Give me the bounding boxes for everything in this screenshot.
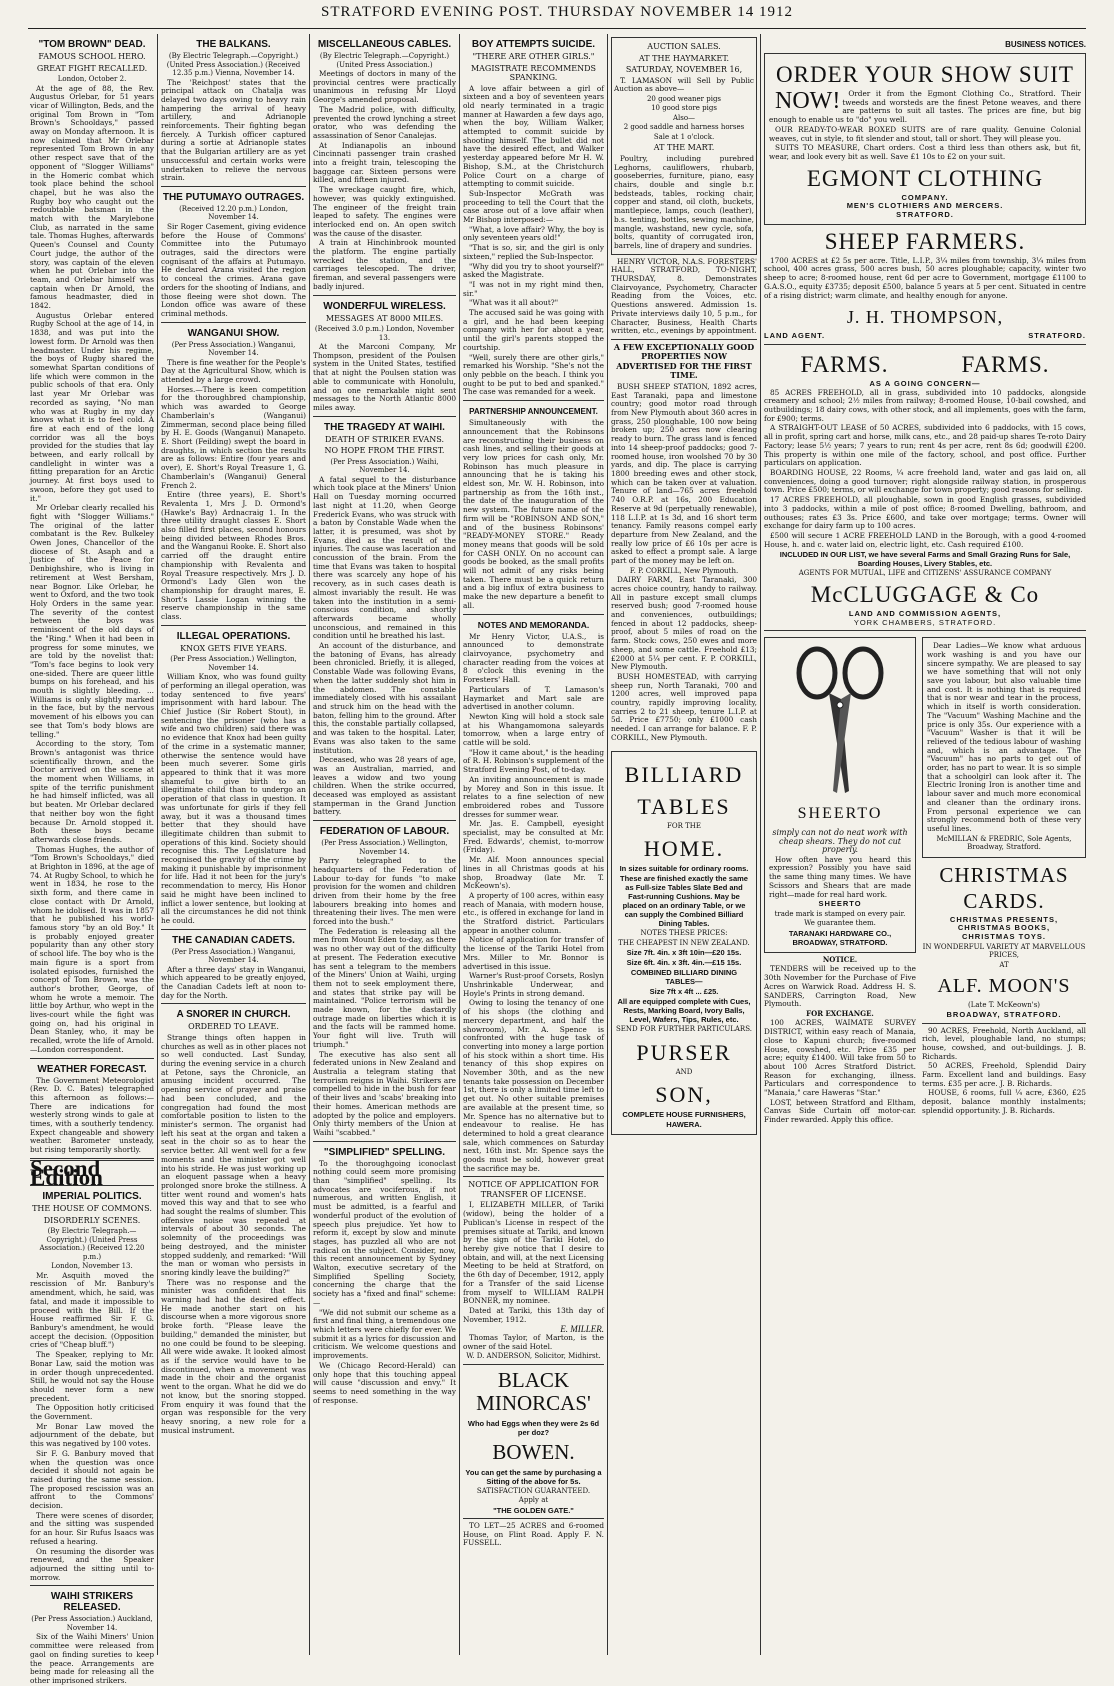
- dateline: (By Electric Telegraph.—Copyright.) (United Press Association.) (Received 12.20 p.m.): [39, 1227, 145, 1261]
- paragraph: "That is so, sir, and the girl is only sixteen," replied the Sub-Inspector.: [463, 243, 604, 261]
- paragraph: A train at Hinchinbrook mounted the platform. The engine partially wrecked the station, and the carriages telescoped. The driver, fireman, and several passengers were badly injured.: [313, 238, 456, 291]
- ad-headline: PURSER: [636, 1039, 732, 1065]
- subheadline: KNOX GETS FIVE YEARS.: [180, 643, 287, 653]
- paragraph: Warner's Rust-proof Corsets, Roslyn Unshrinkable Underwear, and Hoyle's Prints in strong demand.: [463, 971, 604, 998]
- column-5: [611, 34, 757, 1657]
- ad-text: COMPLETE HOUSE FURNISHERS,: [622, 1110, 746, 1120]
- paragraph: At the Marconi Company, Mr Thompson, president of the Poulsen system in the United States, testified that at night the Poulsen station was able to communicate with Honolulu, and on one remarkable night sent messages to the North Atlantic 8000 miles away.: [313, 342, 456, 412]
- paragraph: According to the story, Tom Brown's antagonist was thrice scientifically thrown, and the Doctor arrived on the scene at the moment when Williams, in spite of the terrific punishment he had himself inflicted, was all but beaten. Mr Orlebar declared that neither boy won the fight because Dr. Arnold stopped it. Both these boys became afterwards close friends.: [30, 739, 154, 844]
- ad-text: You can get the same by purchasing a Sitting of the above for 5s.: [465, 1467, 602, 1486]
- subheadline: AT THE MART.: [653, 143, 715, 153]
- subheadline: NO HOPE FROM THE FIRST.: [324, 446, 445, 456]
- ad-headline: TABLES: [637, 793, 731, 819]
- paragraph: Dear Ladies—We know what arduous work washing is and you have our sincere sympathy. We are pleased to say we have something that will not only save you labour, but also valuable time and cost. It is nothing that is required that is nor wear and tear in the process, which in itself is worth consideration. The "Vacuum" Washing Machine and the price is only 35s. Our experience with a "Vacuum" Washer is that it will be relieved of the tedious labour of washing and, which is an advantage. The "Vacuum" has no parts to get out of order, has no part to wear. It is so simple that a schoolgirl can look after it. The Electric Ironing Iron is another time and labour saver and much more economical and cleaner than the ordinary irons. From personal experience we can strongly recommend both of these very useful lines.: [927, 641, 1081, 833]
- scissors-ad: [764, 637, 916, 953]
- paragraph: I, ELIZABETH MILLER, of Tariki (widow), being the holder of a Publican's License in respect of the premises situate at Tariki, and known by the sign of the Tariki Hotel, do hereby give notice that I desire to obtain, and will, at the next Licensing Meeting to be held at Stratford, on the 6th day of December, 1912, apply for a Transfer of the said License from myself to WILLIAM RALPH BONNER, my nominee.: [463, 1200, 604, 1306]
- ad-text: "THE GOLDEN GATE.": [493, 1505, 574, 1515]
- paragraph: HOUSE, 6 rooms, full ¼ acre, £360, £25 deposit, balance monthly instalments; splendid opportunity. J. B. Richards.: [922, 1088, 1086, 1115]
- subheadline: MAGISTRATE RECOMMENDS SPANKING.: [470, 63, 597, 82]
- paragraph: The Madrid police, with difficulty, prevented the crowd lynching a street orator, who was defending the assassination of Senor Canalejas.: [313, 104, 456, 140]
- headline: PARTNERSHIP ANNOUNCEMENT.: [469, 407, 598, 417]
- paragraph: OUR READY-TO-WEAR BOXED SUITS are of rare quality. Genuine Colonial weaves, cut in style, to fit slender and stout, tall or short. They will please you.: [769, 124, 1081, 143]
- lower-right-ads: [922, 634, 1086, 1126]
- ad-headline: CHRISTMAS CARDS.: [939, 862, 1069, 913]
- paragraph: Sir F. G. Banbury moved that when the question was once decided it should not again be raised during the same session. The proposed rescission was an affront to the Commons' decision.: [30, 1448, 154, 1511]
- paragraph: Mr Bonar Law moved the adjournment of the debate, but this was negatived by 100 votes.: [30, 1421, 154, 1449]
- headline: WAIHI STRIKERS RELEASED.: [50, 1591, 134, 1614]
- notice-heading: NOTICE.: [822, 954, 858, 964]
- headline: WANGANUI SHOW.: [187, 327, 280, 339]
- subheadline: A FEW EXCEPTIONALLY GOOD PROPERTIES NOW ADVERTISED FOR THE FIRST TIME.: [613, 341, 755, 381]
- ad-text: McMILLAN & FREDRIC, Sole Agents, Broadway, Stratford.: [936, 834, 1072, 852]
- paragraph: A property of 100 acres, within easy reach of Manaia, with modern house, etc., is offered in exchange for land in the Stratford district. Particulars appear in another column.: [463, 890, 604, 935]
- headline: "TOM BROWN" DEAD.: [38, 39, 146, 50]
- ad-headline: NOW!: [775, 88, 841, 114]
- ad-headline: SHEERTO: [797, 805, 883, 823]
- paragraph: £500 will secure 1 ACRE FREEHOLD LAND in the Borough, with a good 4-roomed House, h. and c. water laid on, electric light, etc. Cash required £100.: [764, 530, 1086, 549]
- paragraph: A STRAIGHT-OUT LEASE of 50 ACRES, subdivided into 6 paddocks, with 15 cows, all in profit, spring cart and horse, milk cans, etc., and 28 paid-up shares Te-roto Dairy Factory; lease 5½ years; 7 years to run; rent 4s per acre, rent 8s 6d; goodwill £200. This property is within one mile of the factory, school, and post office. Further particulars on application.: [764, 423, 1086, 468]
- headline: NOTES AND MEMORANDA.: [477, 619, 590, 630]
- paragraph: Simultaneously with the announcement that the Robinsons are reconstructing their business on cash lines, and selling their goods at very low prices for cash only, Mr. Robinson has much pleasure in announcing that he is taking his eldest son, Mr. W. H. Robinson, into partnership as from the 16th inst., the date of the inauguration of the new system. The future name of the firm will be "ROBINSON AND SON," and of the business Robinsons' "READY-MONEY STORE." Ready money means that goods will be sold for CASH ONLY. On no account can goods be booked, as the small profits will not admit of any risks being taken. There must be a quick return and a big influx of extra business to make the new departure a benefit to all.: [463, 418, 604, 610]
- paragraph: 100 ACRES, WAIMATE SURVEY DISTRICT, within easy reach of Manaia, close to Kapuni church; five-roomed House, cowshed, etc. Price £35 per acre; equity £1400. Will take from 50 to about 100 Acres Stratford District. Reason for exchanging, illness. Particulars and correspondence to "Manaia," care Haweras "Star.": [764, 1018, 916, 1098]
- lot: Also—: [672, 113, 696, 122]
- subheadline: MESSAGES AT 8000 MILES.: [325, 313, 444, 323]
- subheadline: "THERE ARE OTHER GIRLS.": [472, 52, 595, 61]
- ad-text: SATISFACTION GUARANTEED.: [476, 1486, 591, 1495]
- paragraph: A love affair between a girl of sixteen and a boy of seventeen years old nearly terminated in a tragic manner at Hawarden a few days ago, when the boy, William Walker, attempted to commit suicide by shooting himself. The bullet did not have the desired effect, and Walker yesterday appeared before Mr H. W. Bishop, S.M., at the Christchurch Police Court on a charge of attempting to commit suicide.: [463, 83, 604, 189]
- show-suit-ad: [764, 53, 1086, 225]
- paragraph: After a three days' stay in Wanganui, which appeared to be greatly enjoyed, the Canadian Cadets left at noon to-day for the North.: [161, 964, 306, 1000]
- paragraph: The executive has also sent all federated unions in New Zealand and Australia a telegram stating that terrorism reigns in Waihi. Strikers are compelled to hide in the bush for fear of their lives and 'scabs' breaking into their homes. American methods are adopted by the police and employers. Only thirty members of the Union at Waihi "scabbed.": [313, 1049, 456, 1137]
- ad-headline: EGMONT CLOTHING: [806, 165, 1044, 191]
- ad-text: (Late T. McKeown's): [967, 1001, 1041, 1010]
- headline: ILLEGAL OPERATIONS.: [176, 630, 291, 642]
- signature: E. MILLER.: [560, 1324, 604, 1335]
- ad-text: NOTES THESE PRICES:: [640, 929, 728, 938]
- dateline: (Per Press Association.) Wanganui, November 14.: [171, 947, 296, 965]
- headline: THE CANADIAN CADETS.: [172, 934, 295, 946]
- paragraph: Sub-Inspector McGrath was proceeding to tell the Court that the case arose out of a love affair when Mr Bishop interposed:—: [463, 188, 604, 225]
- signature: W. D. ANDERSON, Solicitor, Midhirst.: [466, 1352, 601, 1361]
- paragraph: Strange things often happen in churches as well as in other places not so well conducted. Last Sunday, during the evening service in a church at Petone, says the Chronicle, an amusing incident occurred. The opening service of prayer and praise had been concluded, and the congregation had found the most comfortable position to listen to the minister's sermon. The organist had left his seat at the organ and taken a seat in the choir so as to hear the service better. All went well for a few moments and the minister got well into his stride. He was just working up an eloquent passage when a heavy prolonged snore broke the stillness. A titter went round and women's hats moved this way and that to see who had sought the realms of slumber. This offensive noise was repeated at intervals of about 30 seconds. The solemnity of the proceedings was being destroyed, and the minister stopped suddenly, and remarked: "Will the man or woman who persists in snoring kindly leave the building?": [161, 1032, 306, 1277]
- column-3: [313, 34, 456, 1657]
- ad-text: We guarantee them.: [804, 919, 876, 928]
- ad-text: LAND AGENT.: [764, 331, 826, 341]
- paragraph: Newton King will hold a stock sale at his Whangamomona saleyards tomorrow, when a large entry of cattle will be sold.: [463, 711, 604, 748]
- dateline: (Per Press Association.) Wellington, November 14.: [170, 655, 297, 672]
- billiard-ad: [611, 751, 757, 1136]
- paragraph: An account of the disturbance, and the batoning of Evans, has already been chronicled. Briefly, it is alleged, Constable Wade was following Evans, when the latter suddenly shot him in the abdomen. The constable immediately closed with his assailant and struck him on the head with the baton, felling him to the ground. After this, the constable partially collapsed, and was taken to the hospital. Later, Evans was also taken to the same institution.: [313, 641, 456, 755]
- farms-header: [764, 348, 1086, 380]
- subheadline: DISORDERLY SCENES.: [43, 1215, 141, 1225]
- paragraph: 50 ACRES, Freehold, Splendid Dairy Farm. Excellent land and buildings. Easy terms. £35 per acre. J. B. Richards.: [922, 1061, 1086, 1088]
- edition-banner: Second Edition: [30, 1155, 103, 1190]
- headline: BUSINESS NOTICES.: [1005, 40, 1086, 49]
- vacuum-washer-ad: [922, 637, 1086, 857]
- ad-text: All are equipped complete with Cues, Rests, Marking Board, Ivory Balls, Level, Wafers, Tips, Rules, etc.: [617, 997, 751, 1025]
- paragraph: There were scenes of disorder, and the sitting was suspended for an hour. Sir Rufus Isaacs was refused a hearing.: [30, 1510, 154, 1546]
- headline: "SIMPLIFIED" SPELLING.: [323, 1146, 446, 1158]
- ad-headline: BILLIARD: [624, 761, 744, 787]
- headline: WONDERFUL WIRELESS.: [323, 300, 446, 312]
- ad-text: FOR THE: [667, 821, 701, 830]
- ad-text: Apply at: [518, 1496, 549, 1505]
- notice-heading: FOR EXCHANGE.: [806, 1008, 874, 1018]
- column-rule: [607, 34, 608, 1655]
- dateline: (Per Press Association.) Auckland, November 14.: [31, 1615, 153, 1632]
- paragraph: DAIRY FARM, East Taranaki, 300 acres choice country, handy to railway. All in pasture except small clumps reserved bush; good 7-roomed house and conveniences, outbuildings; fenced in about 12 paddocks, sheep-proof, about 5 miles of road on the farm. Stock: cows, 250 ewes and more sheep, and some cattle. Freehold £13; £2000 at 5¼ per cent. F. P. CORKILL, New Plymouth.: [611, 575, 757, 672]
- ad-text: INCLUDED IN OUR LIST, we have several Farms and Small Grazing Runs for Sale, Boarding Houses, Livery Stables, etc.: [779, 550, 1071, 569]
- ad-text: STRATFORD.: [896, 210, 954, 220]
- ad-text: CHRISTMAS TOYS.: [961, 932, 1047, 942]
- lower-left-ads: [764, 634, 916, 1126]
- ad-text: These are finished exactly the same as Full-size Tables Slate Bed and Fast-running Cushions. May be placed on an ordinary Table, or we can supply the Combined Billiard Dining Tables.: [620, 874, 748, 929]
- paragraph: 85 ACRES FREEHOLD, all in grass, subdivided into 10 paddocks, alongside creamery and school; 2½ miles from railway; 8-roomed House, 10-bail cowshed, and outbuildings; 18 dairy cows, with other stock, and all implements, goes with the farm, for £900; terms.: [764, 387, 1086, 423]
- paragraph: Parry telegraphed to the headquarters of the Federation of Labour to-day for funds "to make provision for the women and children driven from their home by the free labourers breaking into homes and threatening their lives. The men were forced into the bush.": [313, 856, 456, 927]
- lot: 2 good saddle and harness horses: [623, 123, 745, 132]
- paragraph: Dated at Tariki, this 13th day of November, 1912.: [463, 1305, 604, 1324]
- ad-text: MEN'S CLOTHIERS AND MERCERS.: [846, 201, 1004, 211]
- paragraph: "Well, surely there are other girls," remarked his Worship. "She's not the only pebble on the beach. I think you ought to be put to bed and spanked." The case was remanded for a week.: [463, 352, 604, 397]
- headline: WEATHER FORECAST.: [37, 1063, 147, 1075]
- headline: A SNORER IN CHURCH.: [176, 1009, 291, 1021]
- ad-headline: ALF. MOON'S: [937, 975, 1071, 998]
- headline: THE TRAGEDY AT WAIHI.: [324, 421, 445, 433]
- ad-headline: BOWEN.: [492, 1439, 575, 1464]
- paragraph: Mr Henry Victor, U.A.S., is announced to demonstrate clairvoyance, psychometry and character reading from the voices at 8 o'clock this evening in the Foresters' Hall.: [463, 631, 604, 685]
- ad-headline: SHEEP FARMERS.: [824, 228, 1026, 254]
- paragraph: To the thoroughgoing iconoclast nothing could seem more promising than "simplified" spelling. Its advocates are vociferous, if not numerous, and written English, it must be admitted, is a fearful and wonderful product of the evolution of speech plus prejudice. Yet how to reform it, except by slow and minute stages, has puzzled all who are not radical on the subject. Consider, now, this recent announcement by Sydney Walton, executive secretary of the Simplified Spelling Society, concerning the charge that the society has a "fixed and final" scheme:—: [313, 1158, 456, 1307]
- paragraph: "What was it all about?": [469, 298, 559, 308]
- paragraph: TO LET—25 ACRES and 6-roomed House, on Flint Road. Apply F. N. FUSSELL.: [463, 1520, 604, 1548]
- paragraph: At Indianapolis an inbound Cincinnati passenger train crashed into a freight train, telescoping the baggage car. Sixteen persons were killed, and fifteen injured.: [313, 140, 456, 185]
- paragraph: BUSH HOMESTEAD, with carrying sheep run, North Taranaki, 700 and 1200 acres, well improved papa country, rapidly improving locality, carries 2 to 21 sheep, tenure L.I.P. at 5d. Price £7750; only £1000 cash needed. I can arrange for balance. F. P. CORKILL, New Plymouth.: [611, 671, 757, 742]
- dateline: (By Electric Telegraph.—Copyright.) (United Press Association.) (Received 12.35 p.m.) Vienna, November 14.: [166, 52, 301, 77]
- auction-box: [611, 37, 757, 255]
- subheadline: GREAT FIGHT RECALLED.: [36, 63, 148, 73]
- ad-headline: SON,: [655, 1082, 713, 1108]
- paragraph: T. LAMASON will Sell by Public Auction as above—: [614, 75, 754, 94]
- price-line: Size 6ft. 4in. x 3ft. 4in.—£15 15s.: [626, 958, 742, 968]
- ad-text: THE CHEAPEST IN NEW ZEALAND.: [618, 938, 750, 947]
- paragraph: SUITS TO MEASURE, Chart orders. Cost a third less than others ask, but fit, wear, and look every bit as well. Save £1 10s to £2 on your suit.: [769, 143, 1081, 161]
- ad-headline: McCLUGGAGE & Co: [810, 581, 1040, 607]
- lot: 20 good weaner pigs: [646, 94, 722, 103]
- paragraph: The Government Meteorologist (Rev. D. C. Bates) telegraphed this afternoon as follows:— There are indications for westerly strong winds to gale at times, with a southerly tendency. Expect changeable and showery weather. Barometer unsteady, but rising temporarily shortly.: [30, 1075, 154, 1155]
- paragraph: The 'Reichpost' states that the principal attack on Chatalja was delayed two days owing to heavy rain hampering the arrival of heavy artillery, and Adrianople reinforcements. Their fighting began fiercely. A Turkish officer captured during a sortie at Adrianople states that the Bulgarian artillery are as yet unsuccessful and certain works were undertaken to relieve the nervous strain.: [161, 77, 306, 183]
- paragraph: Deceased, who was 28 years of age, was an Australian, married, and leaves a widow and two young children. When the strike occurred, deceased was employed as assistant stamperman in the Grand Junction battery.: [313, 755, 456, 817]
- ad-text: SHEERTO: [818, 899, 862, 909]
- notice-heading: NOTICE OF APPLICATION FOR TRANSFER OF LICENSE.: [468, 1180, 599, 1199]
- ad-text: COMBINED BILLIARD DINING TABLES—: [630, 968, 738, 987]
- agent: F. P. CORKILL, New Plymouth.: [629, 566, 739, 575]
- paragraph: A fatal sequel to the disturbance which took place at the Miners' Union Hall on Tuesday morning occurred last night at 11.20, when George Frederick Evans, who was struck with a baton by Constable Wade when the latter, it is presumed, was shot by Evans, died as the result of the injuries. The cause was laceration and concussion of the brain. From the time that Evans was taken to hospital there was scarcely any hope of his recovery, as in such cases death is almost invariably the result. He was taken into the institution in a semi-conscious condition, and shortly afterwards became wholly unconscious, and remained in this condition until he breathed his last.: [313, 474, 456, 641]
- paragraph: Mr Orlebar clearly recalled his fight with "Slogger Williams." The original of the latter combatant is the Rev. Bulkeley Owen Jones, Chancellor of the diocese of St. Asaph and a Justice of the Peace for Denbighshire, who is living in retirement at West Bersham, near Bognor. Like Orlebar, he went to Oxford, and the two took Holy Orders in the same year. The severity of the contest between the boys was reminiscent of the old days of the "Ring." When it had been in progress for some minutes, we are told by the novelist that: "Tom's face begins to look very one-sided. There are queer little bumps on his forehead, and his mouth is slightly bleeding. ... Williams is only slightly marked in the face, but by the nervous movement of his elbows you can see that Tom's body blows are telling.": [30, 503, 154, 739]
- paragraph: "We did not submit our scheme as a first and final thing, a tremendous one which letters were chiefly for ever. We submit it as a lyrics for discussion and criticism. We welcome questions and improvements.: [313, 1307, 456, 1361]
- dateline: (By Electric Telegraph.—Copyright.) (United Press Association.): [319, 52, 450, 69]
- ad-text: STRATFORD.: [1028, 331, 1086, 341]
- paragraph: An inviting announcement is made by Morey and Son in this issue. It relates to a fine selection of new embroidered robes and Tussore dresses for summer wear.: [463, 774, 604, 819]
- price-line: Size 7ft x 4ft ... £25.: [649, 987, 719, 997]
- ad-text: AS A GOING CONCERN—: [869, 378, 981, 388]
- dateline: (Received 3.0 p.m.) London, November 13.: [314, 325, 455, 342]
- paragraph: The wreckage caught fire, which, however, was quickly extinguished. The engineer of the freight train leaped to safety. The engines were interlocked end on. An open switch was the cause of the disaster.: [313, 185, 456, 238]
- paragraph: Mr. Alf. Moon announces special lines in all Christmas goods at his shop, Broadway (late Mr. T. McKeown's).: [463, 855, 604, 891]
- lower-ads: [764, 634, 1086, 1126]
- paragraph: We (Chicago Record-Herald) can only hope that this touching appeal will cause "discussion and envy." It seems to need something in the way of response.: [313, 1360, 456, 1405]
- paragraph: LOST, between Stratford and Eltham, Canvas Side Curtain off motor-car. Finder rewarded. Apply this office.: [764, 1097, 916, 1125]
- column-rule: [459, 34, 460, 1655]
- paragraph: "I was not in my right mind then, sir.": [463, 279, 604, 298]
- ad-text: COMPANY.: [901, 192, 949, 202]
- ad-headline: ORDER YOUR SHOW SUIT: [776, 62, 1074, 87]
- ad-headline: FARMS.: [800, 351, 889, 377]
- paragraph: Six of the Waihi Miners' Union committee were released from gaol on finding sureties to keep the peace. Arrangements are being made for releasing all the other imprisoned strikers.: [30, 1632, 154, 1685]
- headline: IMPERIAL POLITICS.: [42, 1191, 142, 1203]
- dateline: (Per Press Association.) Wanganui, November 14.: [171, 340, 296, 358]
- ad-text: IN WONDERFUL VARIETY AT MARVELLOUS PRICES,: [922, 942, 1086, 960]
- ad-text: trade mark is stamped on every pair.: [774, 909, 906, 918]
- paragraph: "What, a love affair? Why, the boy is only seventeen years old!": [463, 224, 604, 243]
- paragraph: The Speaker, replying to Mr. Bonar Law, said the motion was in order though unprecedented. Still, he would not say the House should never form a new precedent.: [30, 1350, 154, 1403]
- paragraph: 90 ACRES, Freehold, North Auckland, all rich, level, ploughable land, no stumps; house, cowshed, and out-buildings. J. B. Richards.: [922, 1025, 1086, 1061]
- scissors-icon: [785, 645, 895, 795]
- ad-text: TARANAKI HARDWARE CO., BROADWAY, STRATFORD.: [788, 928, 892, 947]
- paragraph: Mr. Jas. E. Campbell, eyesight specialist, may be consulted at Mr. Fred. Edwards', chemist, to-morrow (Friday).: [463, 819, 604, 855]
- column-rule: [760, 34, 761, 1655]
- ad-text: CHRISTMAS BOOKS,: [957, 923, 1051, 933]
- ad-text: CHRISTMAS PRESENTS,: [949, 914, 1059, 924]
- paragraph: BUSH SHEEP STATION, 1892 acres, East Taranaki, papa and limestone country; good motor road through from New Plymouth about 360 acres in grass, 250 ploughable, 100 now being broken up; 250 acres now clearing ready to burn. The grass land is fenced into 14 sheep-proof paddocks; good 7-roomed house, iron woolshed 70 by 30 yards, and dip. The place is carrying 1800 breeding ewes and other stock, which can be taken over at valuation. Tenure of land—765 acres freehold 740 O.R.P. at 16s, 200 Education Reserve at 9d (perpetually renewable), 118 L.I.P. at 1s 3d, and 16 short term tenancy. Family reasons compel early departure from New Zealand, and the really low price of £6 10s per acre is asked to effect a prompt sale. A large part of the money may be left on.: [611, 381, 757, 566]
- paragraph: There was no response and the minister was confident that his warning had had the desired effect. He made another start on his discourse when a more vigorous snore broke forth. "Please leave the building," demanded the minister, but no one could be found to be sleeping. All were wide awake. It looked almost as if the service would have to be discontinued, when a movement was made in the choir and the organist went to the organ. What he did we do not know, but the snoring stopped. From enquiry it was found that the organ was responsible for the very heavy snoring, a new role for a musical instrument.: [161, 1277, 306, 1435]
- paragraph: Poultry, including purebred Leghorns, cauliflowers, rhubarb, gooseberries, furniture, piano, easy chairs, double and single b.r. bedsteads, tables, rocking chair, copper and stand, oil cloth, buckets, mantlepiece, lamps, couch (leather), b.s. tenting, bottles, sewing machine, mangle, washstand, new cycle, sofa, bolts, quantity of corrugated iron, barrels, line of drapery and sundries.: [614, 153, 754, 250]
- paragraph: How often have you heard this expression? Possibly you have said the same thing many times. We have Scissors and Shears that are made right—made for real hard work.: [769, 854, 911, 899]
- masthead-rule: [28, 28, 1086, 29]
- ad-text: AND: [675, 1067, 693, 1076]
- paragraph: On resuming the disorder was renewed, and the Speaker adjourned the sitting until to-morrow.: [30, 1546, 154, 1582]
- paragraph: "How it came about," is the heading of R. H. Robinson's supplement of the Stratford Evening Post, of to-day.: [463, 747, 604, 775]
- ad-text: AGENTS FOR MUTUAL, LIFE and CITIZENS' ASSURANCE COMPANY: [798, 569, 1052, 578]
- dateline: London, November 13.: [51, 1262, 133, 1271]
- headline: THE PUTUMAYO OUTRAGES.: [162, 191, 305, 203]
- ad-text: In sizes suitable for ordinary rooms.: [619, 864, 749, 874]
- subheadline: THE HOUSE OF COMMONS.: [32, 1204, 152, 1214]
- paragraph: HENRY VICTOR, N.A.S. FORESTERS' HALL, STRATFORD, TO-NIGHT, THURSDAY, 8. Demonstrates Clairvoyance, Psychometry, Character Reading from the Voices, etc. Questions answered. Admission 1s. Private interviews daily 10, 5 p.m., for Character, Business, Health Charts written, etc., evenings by appointment.: [611, 256, 757, 336]
- ad-text: YORK CHAMBERS, STRATFORD.: [853, 617, 997, 627]
- agent-line: [764, 332, 1086, 341]
- subheadline: AUCTION SALES.: [647, 42, 721, 51]
- column-4: [463, 34, 604, 1657]
- paragraph: Thomas Hughes, the author of "Tom Brown's Schooldays," died at Brighton in 1896, at the age of 74. At Rugby School, to which he went in 1834, he rose to the sixth form, and there came in close contact with Dr Arnold, whom he idolised. It was in 1857 that he published his world-famous story "by an old Boy." It is probably enjoyed greater popularity than any other story of school life. The boy who is the main figure is a sport from isolated episodes, furnished the concept of Tom Brown, was the author's brother, George, of whom he wrote a memoir. The little boy Arthur, who wept in the lives-court while the fight was going on, had his original in Dean Stanley, who, it may be recalled, wrote the life of Arnold.—London correspondent.: [30, 844, 154, 1054]
- paragraph: 1700 ACRES at £2 5s per acre. Title, L.I.P., 3¼ miles from township, 3¼ miles from school, 400 acres grass, 500 acres bush, 50 acres ploughable; capacity, winter two sheep to acre; 8-roomed house, rent 6d per acre to Government, mortgage £1100 to G.A.S.O., equity £3735; deposit £500, balance 5 years at 5 per cent. Situated in centre of a rising district; warm climate, and healthy enough for anyone.: [764, 255, 1086, 300]
- ad-headline: FARMS.: [961, 351, 1050, 377]
- paragraph: The Federation is releasing all the men from Mount Eden to-day, as there was no other way out of the difficulty at present. The Federation executive has sent a telegram to the members of the Miners' Union at Waihi, urging them not to seek employment there, and states that strike pay will be maintained. "Police terrorism will be made known, for the dastardly outrage made on liberties which it is and the facts will be rammed home. Your fight will live. Truth will triumph.": [313, 926, 456, 1049]
- subheadline: ORDERED TO LEAVE.: [188, 1022, 279, 1032]
- paragraph: Meetings of doctors in many of the provincial centres were practically unanimous in refusing Mr Lloyd George's amended proposal.: [313, 69, 456, 105]
- ad-text: Who had Eggs when they were 2s 6d per doz?: [467, 1418, 600, 1437]
- paragraph: Notice of application for transfer of the license of the Tariki Hotel from Mrs. Miller to Mr. Bonnor is advertised in this issue.: [463, 935, 604, 971]
- paragraph: The Opposition hotly criticised the Government.: [30, 1403, 154, 1422]
- column-6: [764, 34, 1086, 1657]
- paragraph: The accused said he was going with a girl, and he had been keeping company with her for about a year, until the girl's parents stopped the courtship.: [463, 308, 604, 352]
- paragraph: "Why did you try to shoot yourself?" asked the Magistrate.: [463, 261, 604, 280]
- dateline: (Per Press Association.) Waihi, November 14.: [330, 457, 439, 475]
- paragraph: At the age of 88, the Rev. Augustus Orlebar, for 51 years vicar of Willington, Beds, and the original Tom Brown in "Tom Brown's Schooldays," passed away on Monday afternoon. It is now claimed that Mr Orlebar represented Tom Brown in any other respect save that of the opponent of "Slogger Williams" in the Homeric combat which took place behind the school chapel, but he was also the Rugby boy who caught out the redoubtable batsman in the match with the Marylebone Club, as narrated in the same tale. Thomas Hughes, afterwards Queen's Counsel and County Court judge, the author of the story, was captain of the eleven when he put Orlebar into the team, and Orlebar himself was captain when Dr Arnold, the famous headmaster, died in 1842.: [30, 83, 154, 311]
- ad-headline: HOME.: [643, 836, 725, 862]
- ad-text: SEND FOR FURTHER PARTICULARS.: [616, 1025, 752, 1034]
- headline: MISCELLANEOUS CABLES.: [317, 39, 452, 50]
- dateline: London, October 2.: [57, 75, 127, 83]
- subheadline: FAMOUS SCHOOL HERO.: [38, 52, 146, 61]
- paragraph: Thomas Taylor, of Marton, is the owner of the said Hotel.: [463, 1333, 604, 1351]
- paragraph: Particulars of T. Lamason's Haymarket and Mart sale are advertised in another column.: [463, 684, 604, 712]
- column-rule: [157, 34, 158, 1655]
- headline: THE BALKANS.: [196, 39, 271, 50]
- ad-text: simply can not do neat work with cheap shears. They do not cut properly.: [772, 828, 908, 855]
- paragraph: Owing to losing the tenancy of one of his shops (the clothing and mercery department, and half the showroom), Mr. A. Spence is confronted with the huge task of converting into money a large portion of his stock within a short time. His tenancy of this shop expires on November 30th, and as the new tenants take possession on December 1st, there is only a limited time left to get out. No other suitable premises are available at the present time, so Mr. Spence has no alternative but to endeavour to realise. He has determined to hold a great clearance sale, which commences on Saturday next, 16th inst. Mr. Spence says the goods must be sold, however great the sacrifice may be.: [463, 998, 604, 1173]
- column-rule: [309, 34, 310, 1655]
- masthead: STRATFORD EVENING POST. THURSDAY NOVEMBER 14 1912: [321, 4, 793, 20]
- ad-text: AT: [999, 960, 1009, 969]
- lot: Sale at 1 o'clock.: [653, 132, 715, 141]
- ad-text: HAWERA.: [666, 1120, 702, 1130]
- column-2: [161, 34, 306, 1657]
- price-line: Size 7ft. 4in. x 3ft 10in—£20 15s.: [626, 948, 742, 958]
- headline: FEDERATION OF LABOUR.: [319, 826, 450, 838]
- dateline: (Per Press Association.) Wellington, November 14.: [321, 839, 448, 856]
- paragraph: William Knox, who was found guilty of performing an illegal operation, was today sentenced to five years' imprisonment with hard labour. The Chief Justice (Sir Robert Stout), in sentencing the prisoner (who has a wife and two children) said there was no evidence that Knox had been guilty of the crime in a systematic manner, otherwise the sentence would have been much severer. Some girls appeared to think that it was more shameful to give birth to an illegitimate child than to undergo an operation of that class in question. It was unfortunate for girls if they fell away, but it was a thousand times better that they should have illegitimate children than submit to operations of this kind. Society should recognise this. The Legislature had recognised the gravity of the crime by making it punishable by imprisonment for life. Had it not been for the jury's recommendation to mercy, His Honor said he might have been inclined to inflict a lower sentence, but looking at all the circumstances he did not think he could.: [161, 672, 306, 925]
- subheadline: DEATH OF STRIKER EVANS.: [324, 434, 445, 444]
- paragraph: Entire (three years), E. Short's Revalenta 1, Mrs J. D. Ormond's (Hawke's Bay) Ardnacraig 1. In the three utility draught classes E. Short also filled first places, second honours being divided between Rhodes Bros. and the Wanganui Rooke. E. Short also carried off the draught entire championship with Revalenta and Royal Treasure respectively. Mrs J. D. Ormond's Lady Glen won the championship for draught mares, E. Short's Lassie Logan winning the reserve championship in the same class.: [161, 490, 306, 622]
- ad-text: BROADWAY, STRATFORD.: [946, 1009, 1062, 1019]
- paragraph: Horses.—There is keen competition for the thoroughbred championship, which was awarded to George Chamberlain's (Wanganui) Zimmerman, second place being filled by H. E. Goods (Wanganui) Manapeto. E. Short (Feilding) swept the board in draughts, in which section the results are as follows: Entire (four years and over), E. Short's Royal Treasure 1, G. Chamberlain's (Wanganui) General French 2.: [161, 384, 306, 490]
- paragraph: Order it from the Egmont Clothing Co., Stratford. Their tweeds and worsteds are the finest Petone weaves, and there are patterns to suit all tastes. The prices are fine, but big enough to enable us to "do" you well.: [769, 89, 1081, 125]
- ad-headline: J. H. THOMPSON,: [846, 307, 1004, 328]
- headline: BOY ATTEMPTS SUICIDE.: [471, 39, 596, 50]
- dateline: (Received 12.20 p.m.) London, November 14.: [179, 204, 288, 222]
- subheadline: AT THE HAYMARKET.: [638, 53, 730, 63]
- lot: 10 good store pigs: [651, 104, 717, 113]
- column-1: [30, 34, 154, 1685]
- ad-text: LAND AND COMMISSION AGENTS,: [848, 608, 1002, 618]
- paragraph: 17 ACRES FREEHOLD, all ploughable, sown in good English grasses, subdivided into 3 paddocks, within a mile of post office; 8-roomed Dwelling, bathroom, and outhouses; rates £3 3s. Price £600, and take over mortgage; terms. Owner will exchange for dairy farm up to 100 acres.: [764, 495, 1086, 531]
- paragraph: Augustus Orlebar entered Rugby School at the age of 14, in 1838, and was put into the lowest form. Dr Arnold was then headmaster. Under his regime, the boys of Rugby shared the somewhat Spartan conditions of life which were common in the public schools of that era. Only last year Mr Orlebar was recorded as saying, "No man who was at Rugby in my day knows what it is to feel cold. A fire at each end of the long corridor was all the boys provided for the studies that lay between, and early rollcall by candlelight in winter was a fitting preparation for an Arctic journey. At first boys used to swoon, before they got used to it.": [30, 310, 154, 503]
- paragraph: Sir Roger Casement, giving evidence before the House of Commons' Committee into the Putumayo outrages, said the directors were cognisant of the affairs at Putumayo. He declared Arana visited the region to conceal the crimes. Arana gave orders for the shooting of Indians, and those fleeing were shot down. The London office was aware of these criminal methods.: [161, 221, 306, 318]
- subheadline: SATURDAY, NOVEMBER 16,: [625, 65, 743, 74]
- paragraph: TENDERS will be received up to the 30th November for the Purchase of Five Acres on Warwick Road. Address H. S. SANDERS, Carrington Road, New Plymouth.: [764, 964, 916, 1009]
- ad-headline: BLACK MINORCAS': [476, 1367, 591, 1415]
- paragraph: BOARDING HOUSE, 22 Rooms, ¼ acre freehold land, water and gas laid on, all conveniences, doing a good turnover; right alongside railway station, in prosperous town. Price £500; terms, or will exchange for town property; good reasons for selling.: [764, 467, 1086, 495]
- paragraph: There is fine weather for the People's Day at the Agricultural Show, which is attended by a large crowd.: [161, 357, 306, 385]
- paragraph: Mr. Asquith moved the rescission of Mr. Banbury's amendment, which, he said, was fatal, and made it impossible to proceed with the Bill. If the House reaffirmed Sir F. G. Banbury's amendment, he would accept the decision. (Opposition cries of "Cheap bluff."): [30, 1270, 154, 1350]
